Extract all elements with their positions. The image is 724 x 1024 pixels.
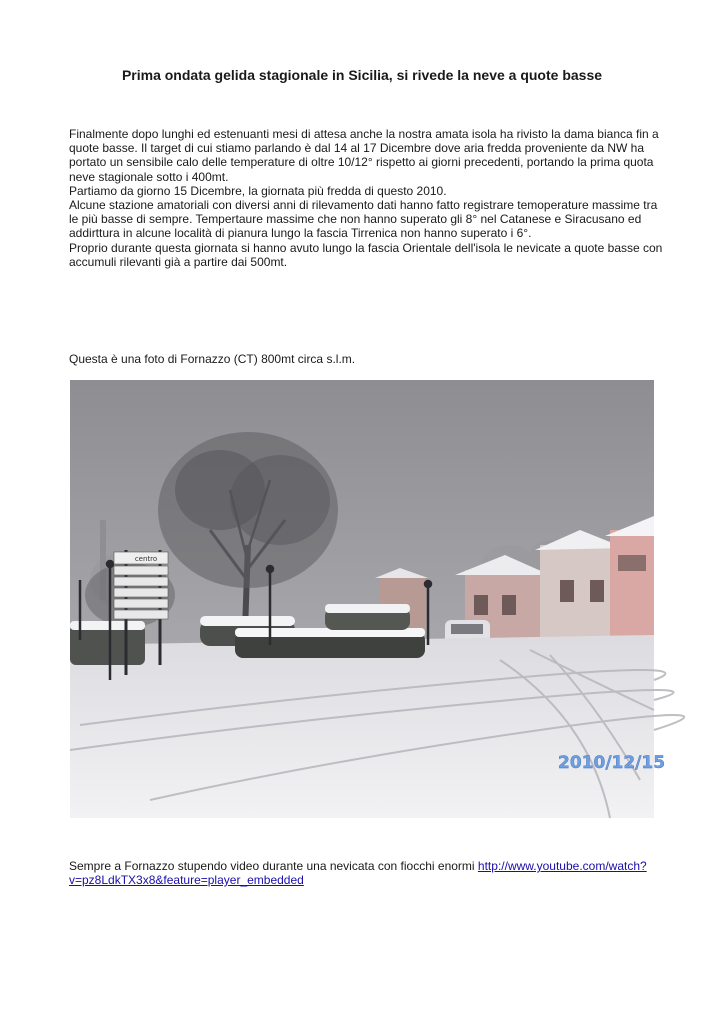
paragraph-stations: Alcune stazione amatoriali con diversi anni di rilevamento dati hanno fatto registrare temoperature massime tra le più basse di sempre. Tempertaure massime che non hanno superato gli 8° nel Catanese e Siracusano ed addirttura in alcune località di pianura lungo la fascia Tirrenica non hanno superato i 6°. [69, 198, 658, 241]
page-title: Prima ondata gelida stagionale in Sicilia, si rivede la neve a quote basse [121, 67, 603, 83]
footer-paragraph [69, 859, 669, 887]
photo-timestamp: 2010/12/15 [558, 753, 666, 773]
paragraph-intro: Finalmente dopo lunghi ed estenuanti mesi di attesa anche la nostra amata isola ha rivisto la dama bianca fin a quote basse. Il target di cui stiamo parlando è dal 14 al 17 Dicembre dove aria fredda proveniente da NW ha portato un sensibile calo delle temperature di oltre 10/12° rispetto ai giorni precedenti, portando la prima quota neve stagionale sotto i 400mt. [69, 127, 659, 184]
footer-text: Sempre a Fornazzo stupendo video durante una nevicata con fiocchi enormi [69, 859, 478, 873]
photo-caption: Questa è una foto di Fornazzo (CT) 800mt circa s.l.m. [69, 352, 356, 366]
article-body [69, 127, 669, 269]
snow-photo [70, 380, 666, 818]
youtube-link[interactable]: http://www.youtube.com/watch?v=pz8LdkTX3x8&feature=player_embedded [69, 859, 647, 887]
sign-label: centro [134, 555, 158, 563]
paragraph-date: Partiamo da giorno 15 Dicembre, la giornata più fredda di questo 2010. [69, 183, 447, 198]
paragraph-snowfall: Proprio durante questa giornata si hanno avuto lungo la fascia Orientale dell'isola le nevicate a quote basse con accumuli rilevanti già a partire dai 500mt. [69, 240, 663, 269]
